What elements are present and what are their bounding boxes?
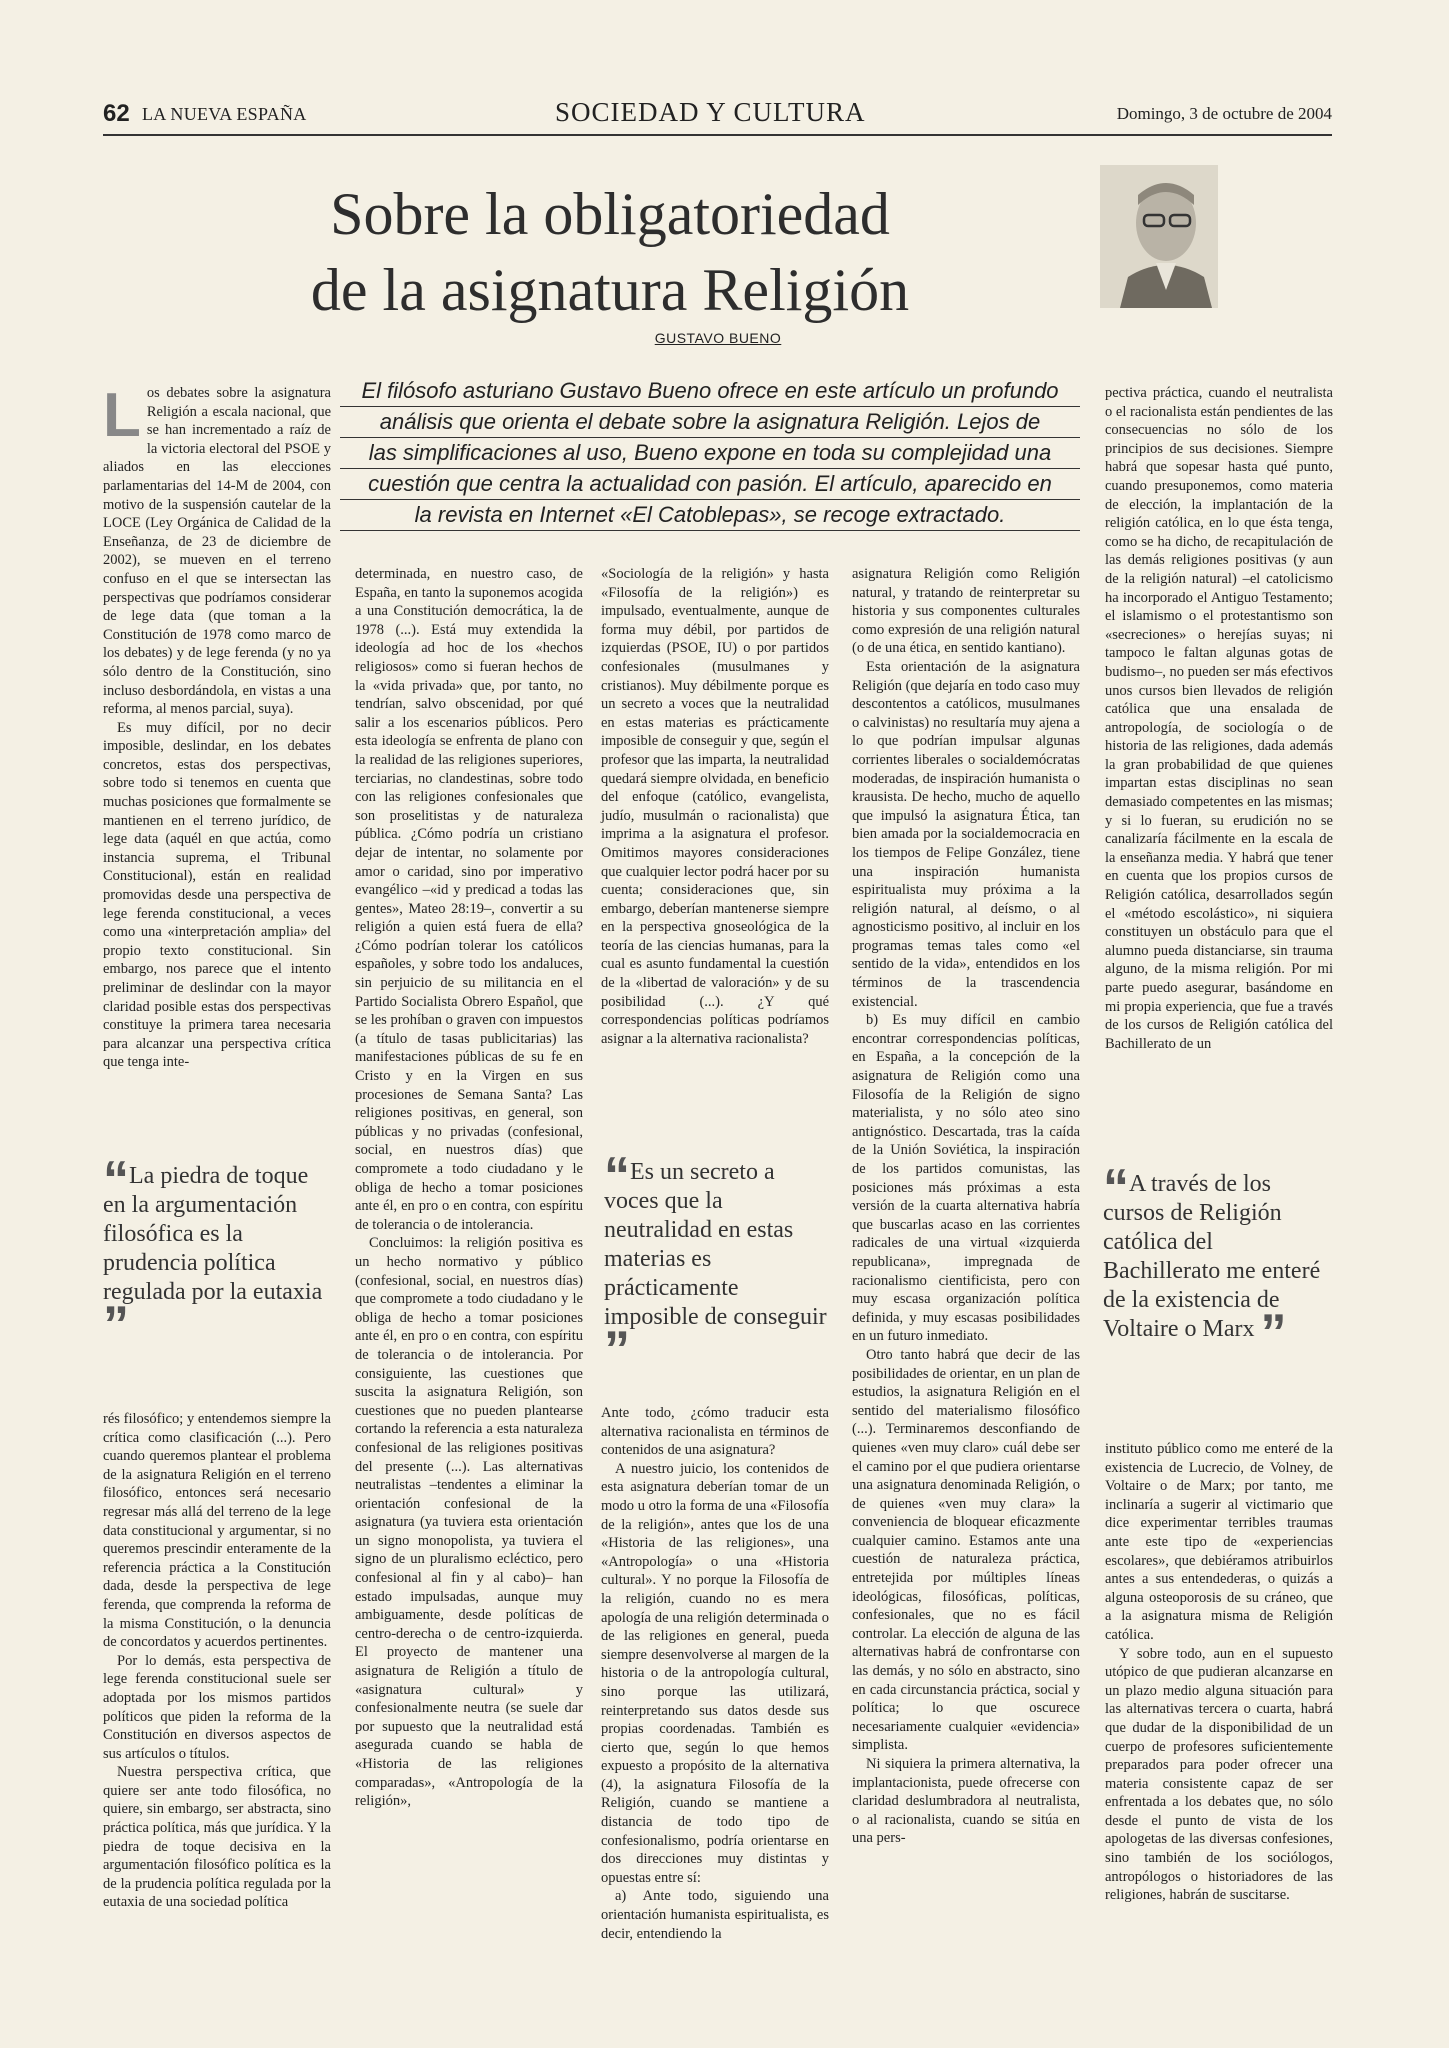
paragraph: determinada, en nuestro caso, de España, en tanto la suponemos acogida a una Constitución democrática, la de 1978 (...). Está muy extendida la ideología ad hoc de los «hechos religiosos» como si fueran hechos de la «vida privada» que, por tanto, no tendrían, salvo obscenidad, por qué salir a los escenarios públicos. Pero esta ideología se enfrenta de plano con la realidad de las religiones superiores, terciarias, no clandestinas, sobre todo con las religiones confesionales que son proselitistas y de naturaleza pública. ¿Cómo podría un cristiano dejar de intentar, no solamente por amor o caridad, sino por imperativo evangélico –«id y predicad a todas las gentes», Mateo 28:19–, convertir a su religión a quien está fuera de ella? ¿Cómo podrían tolerar los católicos españoles, y sobre todo los andaluces, sin perjuicio de su militancia en el Partido Socialista Obrero Español, que se les prohíban o graven con impuestos (a título de tasas publicitarias) las manifestaciones públicas de su fe en Cristo y en la Virgen en sus procesiones de Semana Santa? Las religiones positivas, en general, son públicas y no privadas (confesional, social, en nuestros días) que compromete a todo ciudadano y le obliga de hecho a tomar posiciones ante él, en pro o en contra, con espíritu de tolerancia o de intolerancia. xyxy=(355,566,583,1233)
column-3-top xyxy=(601,565,829,1048)
paragraph: Otro tanto habrá que decir de las posibilidades de orientar, en un plan de estudios, la asignatura Religión en el sentido del materialismo filosófico (...). Terminaremos desconfiando de quienes «ven muy claro» cuál debe ser el camino por el que pudiera orientarse una asignatura denominada Religión, o de quienes «ven muy clara» la conveniencia de bloquear eficazmente cualquier camino. Estamos ante una cuestión de naturaleza práctica, entretejida por múltiples líneas ideológicas, filosóficas, políticas, confesionales, que no es fácil controlar. La elección de alguna de las alternativas habrá de confrontarse con las demás, y no sólo en abstracto, sino en cada circunstancia práctica, social y política; lo que oscurece necesariamente cualquier «evidencia» simplista. xyxy=(852,1346,1080,1754)
paragraph: Por lo demás, esta perspectiva de lege ferenda constitucional suele ser adoptada por los mismos partidos políticos que piden la reforma de la Constitución en diversos aspectos de sus artículos o títulos. xyxy=(103,1652,331,1762)
title-line-1: Sobre la obligatoriedad xyxy=(330,181,890,247)
open-quote-icon: “ xyxy=(604,1147,630,1205)
article-title xyxy=(230,176,990,328)
section-title: SOCIEDAD Y CULTURA xyxy=(555,97,866,127)
column-5-bottom xyxy=(1105,1440,1333,1905)
paragraph: rés filosófico; y entendemos siempre la crítica como clasificación (...). Pero cuando queremos plantear el problema de la asignatura Religión en el terreno filosófico, entonces será necesario regresar más allá del terreno de la lege data constitucional y argumentar, si no queremos prescindir enteramente de la referencia práctica a la Constitución dada, desde la perspectiva de lege ferenda, que comprenda la reforma de la misma Constitución, o la denuncia de concordatos y acuerdos pertinentes. xyxy=(103,1411,331,1651)
pull-quote-3: “A través de los cursos de Religión católica del Bachillerato me enteré de la existencia de Voltaire o Marx ” xyxy=(1103,1159,1321,1362)
paragraph: os debates sobre la asignatura Religión a escala nacional, que se han incrementado a raíz de la victoria electoral del PSOE y aliados en las elecciones parlamentarias del 14-M de 2004, con motivo de la suspensión cautelar de la LOCE (Ley Orgánica de Calidad de la Enseñanza, de 23 de diciembre de 2002), se mueven en el terreno confuso en el que se intersectan las perspectivas que podríamos considerar de lege data (que toman a la Constitución de 1978 como marco de los debates) y de lege ferenda (y no ya sólo dentro de la Constitución, sino incluso desbordándola, en vistas a una reforma, al menos parcial, suya). xyxy=(103,385,331,718)
pull-quote-1: “La piedra de toque en la argumentación filosófica es la prudencia política regulada por la eutaxia ” xyxy=(103,1151,323,1354)
paragraph: Y sobre todo, aun en el supuesto utópico de que pudieran alcanzarse en un plazo medio alguna situación para las alternativas tercera o cuarta, habrá que dudar de la disponibilidad de un cuerpo de profesores suficientemente preparados para poder ofrecer una materia consistente capaz de ser enfrentada a los debates que, no sólo desde el punto de vista de los apologetas de las diversas confesiones, sino también de los sociólogos, antropólogos o historiadores de las religiones, habrán de suscitarse. xyxy=(1105,1645,1333,1904)
paragraph: pectiva práctica, cuando el neutralista o el racionalista están pendientes de las consecuencias no sólo de los principios de sus decisiones. Siempre habrá que sopesar hasta qué punto, cuando presuponemos, como materia de elección, la implantación de la religión católica, en lo que ésta tenga, como se ha dicho, de recapitulación de las demás religiones positivas (y aun de la religión natural) –el catolicismo ha incorporado el Antiguo Testamento; el islamismo o el protestantismo son «secreciones» o herejías suyas; ni tampoco le faltan algunas gotas de budismo–, no pueden ser más efectivos unos cursos bien llevados de religión católica que una ensalada de antropología, de sociología o de historia de las religiones, dada además la gran probabilidad de que quienes impartan estas disciplinas no sean demasiado competentes en las mismas; y si lo fueran, su erudición no se canalizaría fácilmente en la escala de la enseñanza media. Y habrá que tener en cuenta que los propios cursos de Religión católica, desarrollados según el «método escolástico», ni siquiera constituyen un obstáculo para que el alumno pueda distanciarse, sin trauma alguno, de la misma religión. Por mi parte puedo asegurar, basándome en mi propia experiencia, que fue a través de los cursos de Religión católica del Bachillerato de un xyxy=(1105,385,1333,1052)
paragraph: instituto público como me enteré de la existencia de Lucrecio, de Volney, de Voltaire o de Marx; por tanto, me inclinaría a sugerir al victimario que dice experimentar terribles traumas ante este tipo de «experiencias escolares», que debiéramos atribuirlos antes a sus entendederas, o quizás a alguna osteoporosis de su cráneo, que a la asignatura misma de Religión católica. xyxy=(1105,1441,1333,1643)
author-byline: GUSTAVO BUENO xyxy=(654,330,782,346)
newspaper-name: LA NUEVA ESPAÑA xyxy=(142,104,307,124)
open-quote-icon: “ xyxy=(103,1151,129,1209)
issue-date: Domingo, 3 de octubre de 2004 xyxy=(1116,104,1332,123)
close-quote-icon: ” xyxy=(1260,1304,1287,1362)
paragraph: Es muy difícil, por no decir imposible, deslindar, en los debates concretos, estas dos perspectivas, sobre todo si tenemos en cuenta que muchas posiciones que formalmente se mantienen en el terreno jurídico, de lege data (aquél en que actúa, como instancia suprema, el Tribunal Constitucional), están en realidad promovidas desde una perspectiva de lege ferenda constitucional, a veces como una «interpretación amplia» del propio texto constitucional. Sin embargo, nos parece que el intento preliminar de deslindar con la mayor claridad posible estas dos perspectivas constituye la primera tarea necesaria para alcanzar una perspectiva crítica que tenga inte- xyxy=(103,719,331,1071)
column-4 xyxy=(852,565,1080,1848)
standfirst xyxy=(340,376,1080,531)
paragraph: Esta orientación de la asignatura Religión (que dejaría en todo caso muy descontentos a católicos, musulmanes o calvinistas) no resultaría muy ajena a lo que podrían impulsar algunas corrientes liberales o socialdemócratas moderadas, de inspiración humanista o krausista. De hecho, mucho de aquello que impulsó la asignatura Ética, tan bien amada por la socialdemocracia en los tiempos de Felipe González, tiene una inspiración humanista espiritualista muy próxima a la religión natural, al deísmo, o al agnosticismo positivo, al incluir en los programas temas tales como «el sentido de la vida», entendidos en los términos de la trascendencia existencial. xyxy=(852,658,1080,1010)
paragraph: Ante todo, ¿cómo traducir esta alternativa racionalista en términos de contenidos de una asignatura? xyxy=(601,1405,829,1459)
column-2 xyxy=(355,565,583,1811)
column-5-top xyxy=(1105,384,1333,1053)
paragraph: A nuestro juicio, los contenidos de esta asignatura deberían tomar de un modo u otro la forma de una «Filosofía de la religión», antes que los de una «Historia de las religiones», una «Antropología» o una «Historia cultural». Y no porque la Filosofía de la religión, cuando no es mera apología de una religión determinada o de las religiones en general, pueda siempre desenvolverse al margen de la historia o de la antropología cultural, sino porque las utilizará, reinterpretando sus datos desde sus propias coordenadas. También es cierto que, según lo que hemos expuesto a propósito de la alternativa (4), la asignatura Filosofía de la Religión, cuando se mantiene a distancia de todo tipo de confesionalismo, podría orientarse en dos direcciones muy distintas y opuestas entre sí: xyxy=(601,1460,829,1886)
paragraph: asignatura Religión como Religión natural, y tratando de reinterpretar su historia y sus componentes culturales como expresión de una religión natural (o de una ética, en sentido kantiano). xyxy=(852,566,1080,657)
paragraph: «Sociología de la religión» y hasta «Filosofía de la religión») es impulsado, eventualmente, aunque de forma muy débil, por partidos de izquierdas (PSOE, IU) o por partidos confesionales (musulmanes y cristianos). Muy débilmente porque es un secreto a voces que la neutralidad en estas materias es prácticamente imposible de conseguir y que, según el profesor que las imparta, la neutralidad quedará siempre olvidada, en beneficio del enfoque (católico, evangelista, judío, musulmán o racionalista) que imprima a la asignatura el profesor. Omitimos mayores consideraciones que cualquier lector podrá hacer por su cuenta; consideraciones que, sin embargo, deberían mantenerse siempre en la perspectiva gnoseológica de la teoría de las ciencias humanas, para la cual es asunto fundamental la cuestión de la «libertad de valoración» y de su posibilidad (...). ¿Y qué correspondencias políticas podríamos asignar a la alternativa racionalista? xyxy=(601,566,829,1047)
column-1-bottom xyxy=(103,1410,331,1912)
open-quote-icon: “ xyxy=(1103,1159,1129,1217)
column-1-top xyxy=(103,381,331,1072)
paragraph: a) Ante todo, siguiendo una orientación humanista espiritualista, es decir, entendiendo la xyxy=(601,1888,829,1942)
title-line-2: de la asignatura Religión xyxy=(310,257,910,323)
pull-quote-2: “Es un secreto a voces que la neutralidad en estas materias es prácticamente imposible de conseguir ” xyxy=(604,1147,827,1379)
page-number: 62 xyxy=(103,100,130,127)
paragraph: Concluimos: la religión positiva es un hecho normativo y público (confesional, social, en nuestros días) que compromete a todo ciudadano y le obliga de hecho a tomar posiciones ante él, en pro o en contra, con espíritu de tolerancia o de intolerancia. Por consiguiente, las cuestiones que suscita la asignatura Religión, son cuestiones que no pueden plantearse cortando la referencia a esta naturaleza confesional de las religiones positivas del presente (...). Las alternativas neutralistas –tendentes a eliminar la orientación confesional de la asignatura (ya tuviera esta orientación un signo monopolista, ya tuviera el signo de un pluralismo ecléctico, pero confesional al fin y al cabo)– han estado impulsadas, aunque muy ambiguamente, desde políticas de centro-derecha o de centro-izquierda. El proyecto de mantener una asignatura de Religión a título de «asignatura cultural» y confesionalmente neutra (se suele dar por supuesto que la neutralidad está asegurada cuando se habla de «Historia de las religiones comparadas», «Antropología de la religión», xyxy=(355,1235,583,1810)
paragraph: Ni siquiera la primera alternativa, la implantacionista, puede ofrecerse con claridad deslumbradora al neutralista, o al racionalista, cuando se sitúa en una pers- xyxy=(852,1756,1080,1847)
paragraph: Nuestra perspectiva crítica, que quiere ser ante todo filosófica, no quiere, sin embargo, ser abstracta, sino práctica política, más que jurídica. Y la piedra de toque decisiva en la argumentación filosófico política es la de la prudencia política regulada por la eutaxia de una sociedad política xyxy=(103,1764,331,1911)
column-3-bottom xyxy=(601,1404,829,1943)
drop-cap: L xyxy=(103,381,141,450)
standfirst-line: la revista en Internet «El Catoblepas», se recoge extractado. xyxy=(340,500,1080,531)
standfirst-line: cuestión que centra la actualidad con pasión. El artículo, aparecido en xyxy=(340,469,1080,500)
close-quote-icon: ” xyxy=(604,1321,630,1379)
standfirst-line: las simplificaciones al uso, Bueno expone en toda su complejidad una xyxy=(340,438,1080,469)
standfirst-line: El filósofo asturiano Gustavo Bueno ofrece en este artículo un profundo xyxy=(340,376,1080,407)
close-quote-icon: ” xyxy=(103,1296,129,1354)
standfirst-line: análisis que orienta el debate sobre la asignatura Religión. Lejos de xyxy=(340,407,1080,438)
paragraph: b) Es muy difícil en cambio encontrar correspondencias políticas, en España, a la concepción de la asignatura de Religión como una Filosofía de la Religión de signo materialista, y no sólo ateo sino antignóstico. Descartada, tras la caída de la Unión Soviética, la inspiración de los partidos comunistas, las posiciones más próximas a esta versión de la cuarta alternativa habría que buscarlas acaso en las corrientes radicales de una virtual «izquierda republicana», impregnada de racionalismo cientificista, pero con muy escasa organización política definida, y muy escasas posibilidades en un futuro inmediato. xyxy=(852,1012,1080,1345)
author-photo xyxy=(1100,165,1218,308)
header-rule xyxy=(103,134,1332,136)
